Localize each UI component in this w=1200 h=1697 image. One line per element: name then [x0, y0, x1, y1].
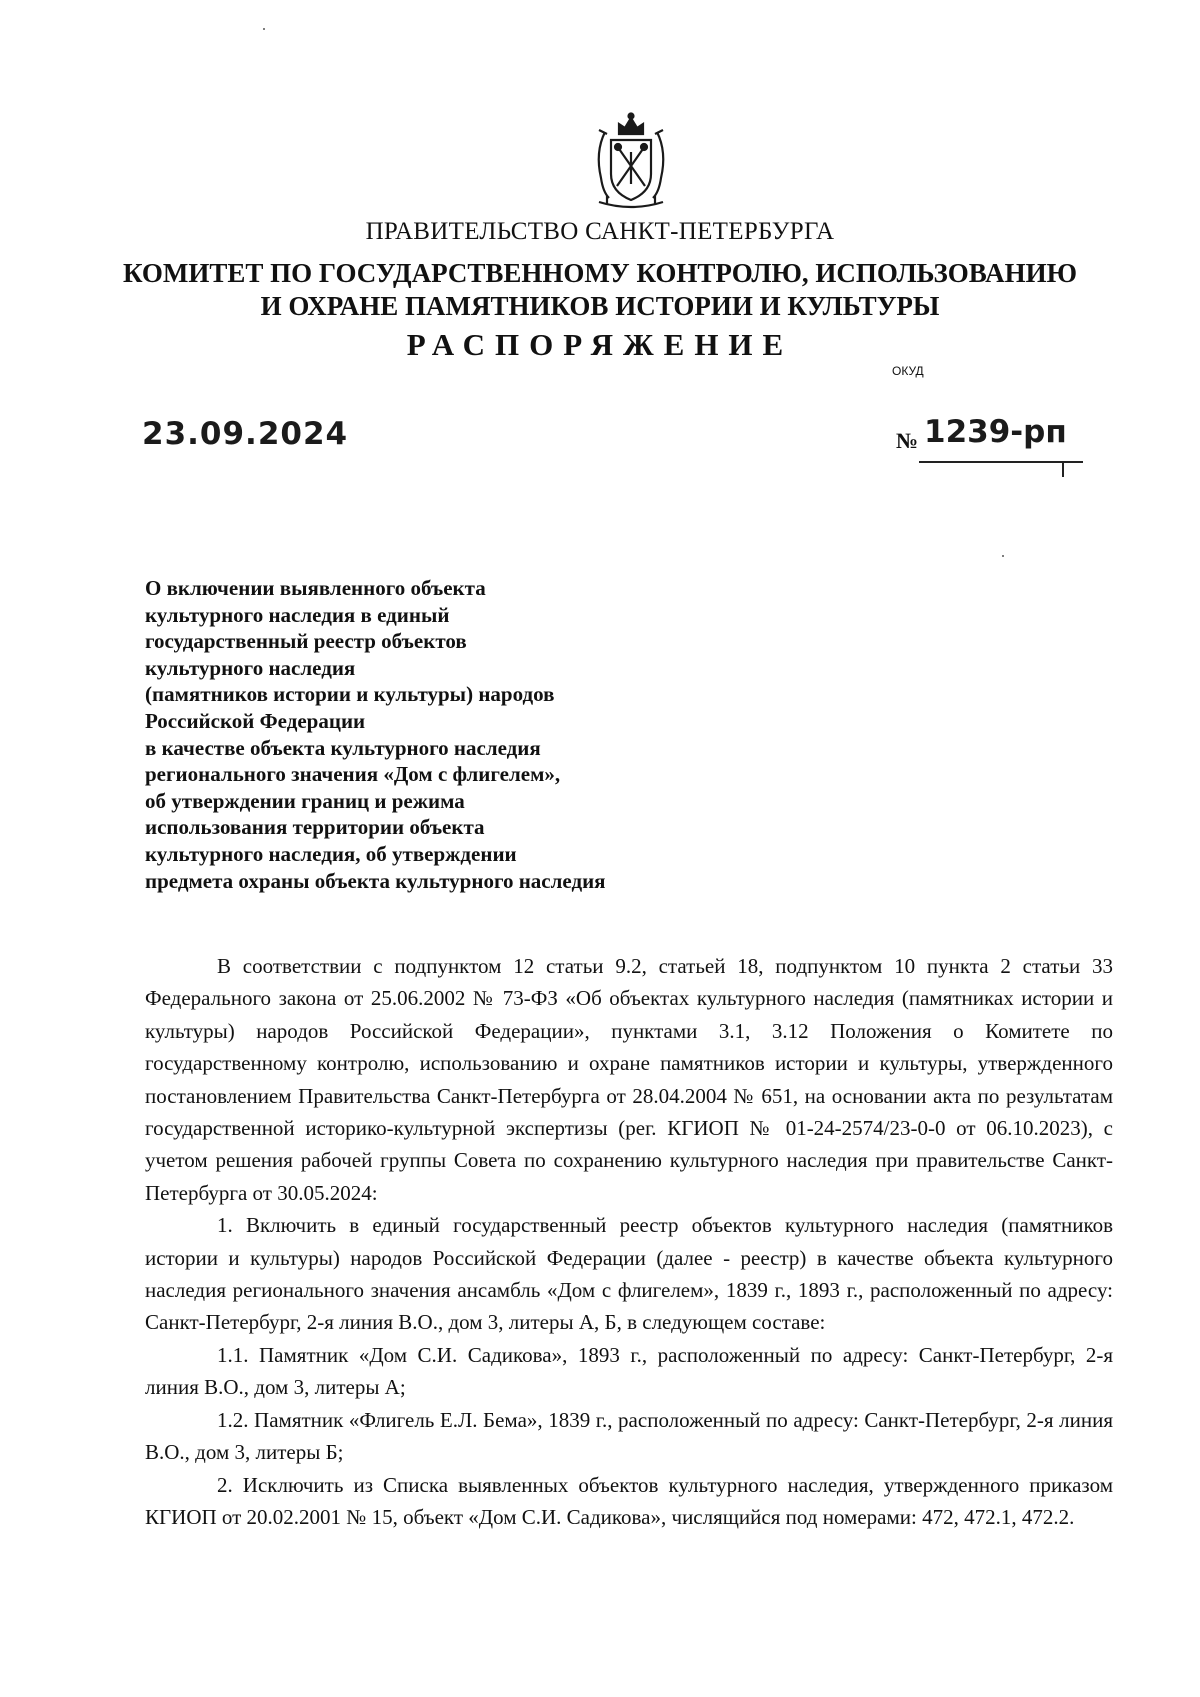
committee-name-line-2: И ОХРАНЕ ПАМЯТНИКОВ ИСТОРИИ И КУЛЬТУРЫ [260, 291, 940, 321]
subject-line: (памятников истории и культуры) народов [145, 682, 555, 707]
item-2-paragraph: 2. Исключить из Списка выявленных объектов культурного наследия, утвержденного приказом КГИОП от 20.02.2001 № 15, объект «Дом С.И. Садикова», числящийся под номерами: 472, 472.1, 472.2. [145, 1472, 1113, 1529]
scan-speck [1002, 555, 1004, 557]
document-type: РАСПОРЯЖЕНИЕ [406, 327, 794, 362]
item-1-paragraph: 1. Включить в единый государственный реестр объектов культурного наследия (памятников истории и культуры) народов Российской Федерации (далее - реестр) в качестве объекта культурного наследия регионального значения ансамбль «Дом с флигелем», 1839 г., 1893 г., расположенный по адресу: Санкт-Петербург, 2-я линия В.О., дом 3, литеры А, Б, в следующем составе: [145, 1213, 1113, 1335]
subject-line: государственный реестр объектов [145, 629, 467, 654]
subject-line: предмета охраны объекта культурного наследия [145, 868, 606, 893]
saint-petersburg-coat-of-arms-icon [585, 112, 677, 212]
document-body [145, 950, 1113, 1533]
subject-line: О включении выявленного объекта [145, 576, 486, 600]
subject-line: культурного наследия [145, 655, 356, 680]
scan-speck [263, 28, 265, 30]
number-underline-tick [1062, 461, 1064, 477]
subject-line: в качестве объекта культурного наследия [145, 735, 541, 760]
subject-line: Российской Федерации [145, 708, 366, 733]
document-number: 1239-рп [924, 414, 1067, 450]
subject-line: регионального значения «Дом с флигелем», [145, 762, 561, 787]
number-label: № [896, 428, 919, 453]
document-date: 23.09.2024 [142, 416, 349, 452]
subject-line: культурного наследия, об утверждении [145, 841, 517, 866]
item-1-1-paragraph: 1.1. Памятник «Дом С.И. Садикова», 1893 г., расположенный по адресу: Санкт-Петербург, 2-я линия В.О., дом 3, литеры А; [145, 1342, 1113, 1400]
okud-label: ОКУД [892, 364, 924, 378]
committee-name-line-1: КОМИТЕТ ПО ГОСУДАРСТВЕННОМУ КОНТРОЛЮ, ИСПОЛЬЗОВАНИЮ [123, 258, 1077, 288]
subject-line: об утверждении границ и режима [145, 788, 465, 813]
committee-name [0, 257, 1200, 323]
subject-line: использования территории объекта [145, 815, 485, 840]
preamble-paragraph: В соответствии с подпунктом 12 статьи 9.2, статьей 18, подпунктом 10 пункта 2 статьи 33 Федерального закона от 25.06.2002 № 73-ФЗ «Об объектах культурного наследия (памятниках истории и культуры) народов Российской Федерации», пунктами 3.1, 3.12 Положения о Комитете по государственному контролю, использованию и охране памятников истории и культуры, утвержденного постановлением Правительства Санкт-Петербурга от 28.04.2004 № 651, на основании акта по результатам государственной историко-культурной экспертизы (рег. КГИОП № 01-24-2574/23-0-0 от 06.10.2023), с учетом решения рабочей группы Совета по сохранению культурного наследия при правительстве Санкт-Петербурга от 30.05.2024: [145, 954, 1113, 1205]
government-name: ПРАВИТЕЛЬСТВО САНКТ-ПЕТЕРБУРГА [365, 218, 835, 245]
subject-line: культурного наследия в единый [145, 602, 450, 627]
document-subject [145, 575, 765, 894]
number-underline [919, 461, 1083, 463]
item-1-2-paragraph: 1.2. Памятник «Флигель Е.Л. Бема», 1839 г., расположенный по адресу: Санкт-Петербург, 2-я линия В.О., дом 3, литеры Б; [145, 1407, 1113, 1465]
